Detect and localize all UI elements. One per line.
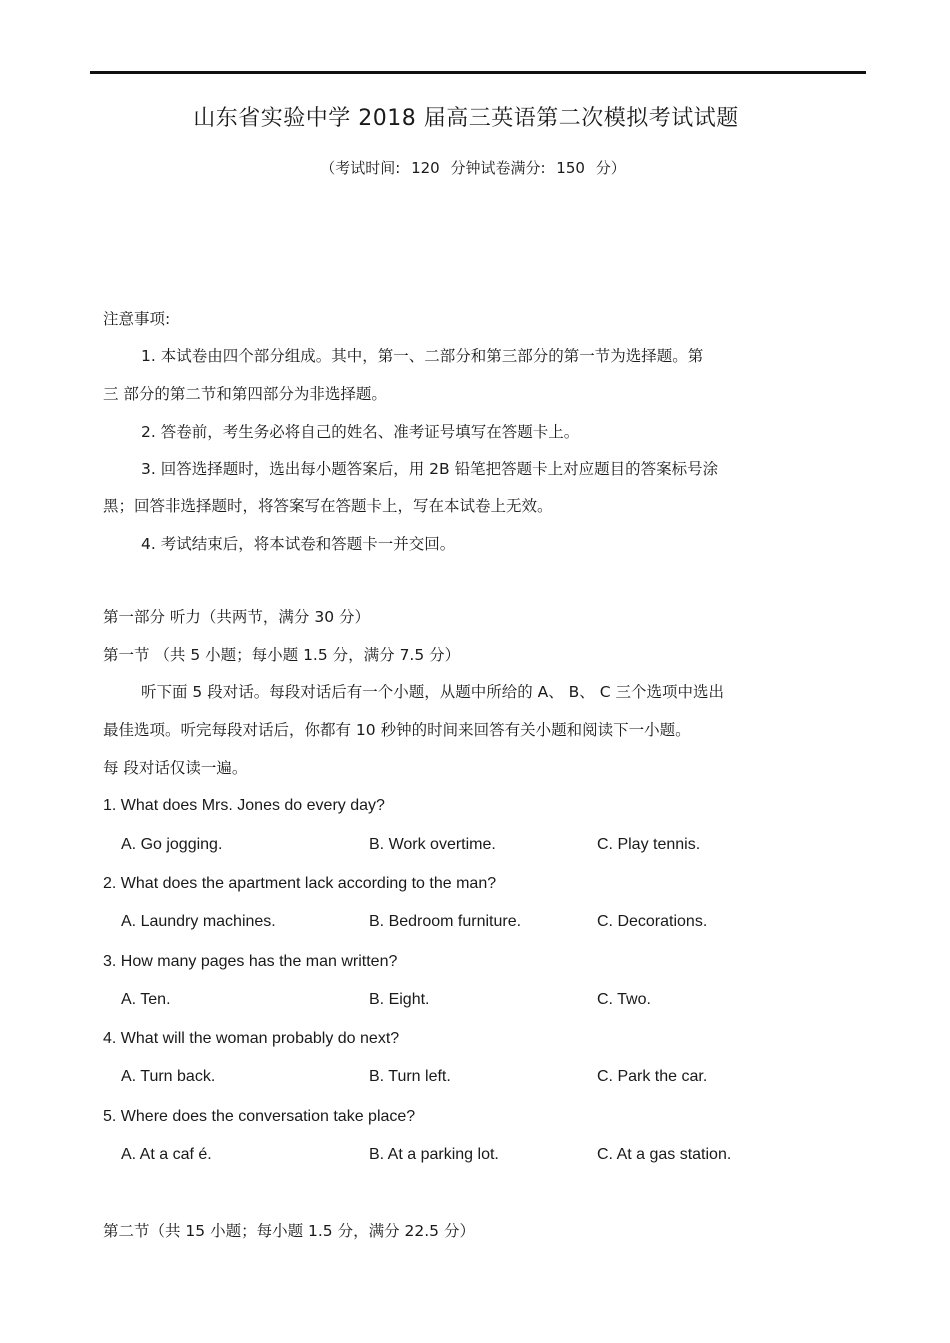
option-c: C. Decorations. — [597, 913, 708, 930]
option-c: C. Play tennis. — [597, 836, 701, 853]
option-b: B. Eight. — [369, 991, 430, 1008]
notice-line: 2. 答卷前，考生务必将自己的姓名、准考证号填写在答题卡上。 — [141, 423, 580, 441]
option-a: A. At a caf é. — [121, 1146, 212, 1163]
question-text: 4. What will the woman probably do next? — [103, 1030, 400, 1047]
instruction-line: 每 段对话仅读一遍。 — [103, 759, 248, 777]
option-a: A. Go jogging. — [121, 836, 223, 853]
option-c: C. Park the car. — [597, 1068, 708, 1085]
instruction-line: 最佳选项。听完每段对话后，你都有 10 秒钟的时间来回答有关小题和阅读下一小题。 — [103, 721, 691, 739]
notice-line: 4. 考试结束后，将本试卷和答题卡一并交回。 — [141, 535, 456, 553]
part-heading: 第一部分 听力（共两节，满分 30 分） — [103, 608, 371, 626]
question-text: 2. What does the apartment lack according to the man? — [103, 875, 497, 892]
page-title: 山东省实验中学 2018 届高三英语第二次模拟考试试题 — [193, 106, 739, 131]
notice-line: 3. 回答选择题时，选出每小题答案后，用 2B 铅笔把答题卡上对应题目的答案标号涂 — [141, 460, 719, 478]
notice-heading: 注意事项: — [103, 310, 171, 328]
notice-line: 三 部分的第二节和第四部分为非选择题。 — [103, 385, 387, 403]
option-a: A. Turn back. — [121, 1068, 216, 1085]
instruction-line: 听下面 5 段对话。每段对话后有一个小题，从题中所给的 A、 B、 C 三个选项中选出 — [141, 683, 724, 701]
question-text: 5. Where does the conversation take place? — [103, 1108, 416, 1125]
question-text: 1. What does Mrs. Jones do every day? — [103, 797, 385, 814]
section-heading: 第二节（共 15 小题；每小题 1.5 分，满分 22.5 分） — [103, 1222, 475, 1240]
option-b: B. Work overtime. — [369, 836, 496, 853]
option-b: B. Turn left. — [369, 1068, 451, 1085]
option-c: C. At a gas station. — [597, 1146, 732, 1163]
option-b: B. At a parking lot. — [369, 1146, 499, 1163]
option-c: C. Two. — [597, 991, 651, 1008]
exam-info: （考试时间: 120 分钟试卷满分: 150 分） — [320, 159, 626, 177]
notice-line: 1. 本试卷由四个部分组成。其中，第一、二部分和第三部分的第一节为选择题。第 — [141, 347, 704, 365]
option-b: B. Bedroom furniture. — [369, 913, 522, 930]
top-rule — [90, 71, 866, 74]
notice-line: 黑；回答非选择题时，将答案写在答题卡上，写在本试卷上无效。 — [103, 497, 553, 515]
section-heading: 第一节 （共 5 小题；每小题 1.5 分，满分 7.5 分） — [103, 646, 461, 664]
option-a: A. Ten. — [121, 991, 171, 1008]
question-text: 3. How many pages has the man written? — [103, 953, 398, 970]
option-a: A. Laundry machines. — [121, 913, 276, 930]
